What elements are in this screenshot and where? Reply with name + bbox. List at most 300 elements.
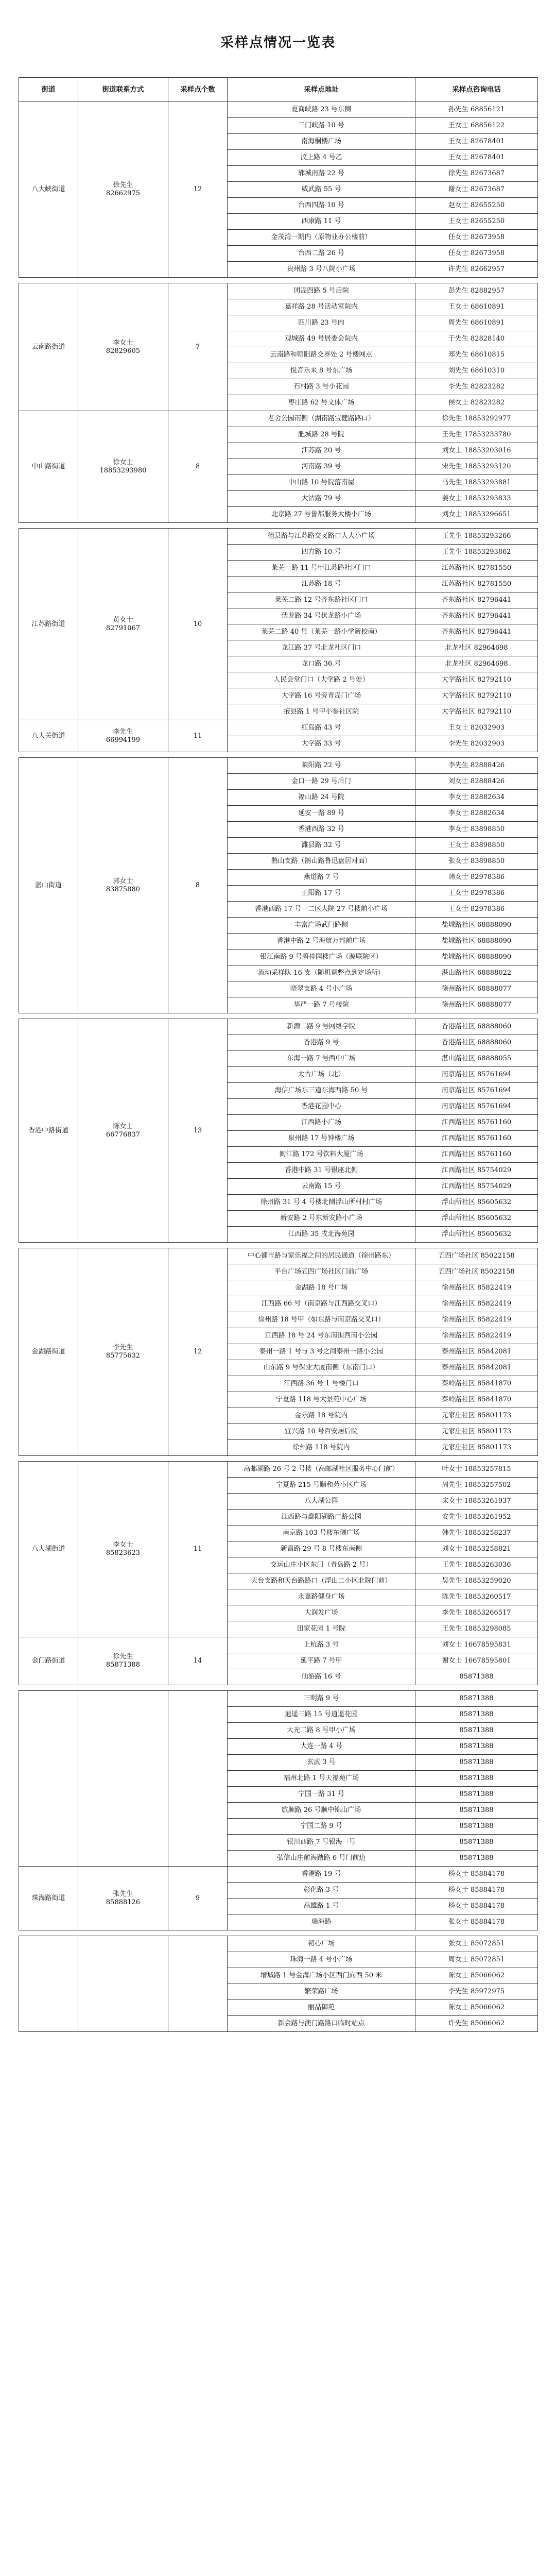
street-name-cell: 金湖路街道 [19,1248,78,1456]
site-address-cell: 新会路与澳门路路口临时站点 [228,2016,415,2032]
site-address-cell: 郓城南路 22 号 [228,166,415,182]
site-phone-cell: 元家庄社区 85801173 [415,1424,538,1440]
site-address-cell: 北京路 27 号鲁都服务大楼小广场 [228,507,415,523]
site-count-cell: 14 [168,1637,228,1685]
street-contact-phone: 82829605 [106,347,141,355]
site-phone-cell: 陈女士 85066062 [415,1968,538,1984]
street-contact-cell [78,1691,168,1867]
site-address-cell: 大学路 33 号 [228,736,415,752]
header-street: 街道 [19,78,78,102]
site-address-cell: 四方路 10 号 [228,545,415,561]
street-contact-name: 李先生 [113,727,133,736]
site-phone-cell: 85871388 [415,1835,538,1851]
site-address-cell: 银江南路 9 号碧桂园楼广场（源联院区） [228,950,415,965]
site-address-cell: 宁国二路 9 号 [228,1819,415,1835]
site-address-cell: 福州北路 1 号天福苑广场 [228,1771,415,1787]
site-phone-cell: 陈女士 85066062 [415,2000,538,2016]
site-count-cell: 13 [168,1019,228,1243]
street-name-cell: 八大关街道 [19,720,78,752]
site-address-cell: 徐州路 118 号院内 [228,1440,415,1456]
site-address-cell: 福山路 24 号院 [228,790,415,806]
site-phone-cell: 南京路社区 85761694 [415,1099,538,1115]
site-count-cell: 12 [168,102,228,278]
street-name-cell: 八大湖街道 [19,1462,78,1637]
site-phone-cell: 江西路社区 85761160 [415,1131,538,1147]
site-address-cell: 宁国一路 31 号 [228,1787,415,1803]
site-phone-cell: 85871388 [415,1851,538,1867]
table-row [19,1637,538,1653]
site-phone-cell: 85871388 [415,1755,538,1771]
street-name-cell: 江苏路街道 [19,529,78,720]
site-address-cell: 石村路 3 号小花园 [228,379,415,395]
table-row [19,720,538,736]
site-address-cell: 肥城路 28 号院 [228,427,415,443]
site-address-cell: 大润发广场 [228,1605,415,1621]
site-address-cell: 华严一路 7 号楼院 [228,997,415,1013]
street-contact-name: 李女士 [113,1541,133,1549]
site-address-cell: 潍县路 32 号 [228,838,415,854]
street-name-cell [19,1691,78,1867]
street-contact-cell [78,102,168,278]
street-contact-phone: 66776837 [106,1130,141,1139]
street-contact-name: 徐女士 [113,459,133,466]
street-contact-name: 陈女士 [113,1122,133,1130]
site-count-cell [168,1691,228,1867]
site-address-cell: 河南路 39 号 [228,459,415,475]
site-address-cell: 龙口路 36 号 [228,656,415,672]
site-address-cell: 枣庄路 62 号文体广场 [228,395,415,411]
site-address-cell: 晓翠支路 4 号小广场 [228,981,415,997]
site-count-cell: 10 [168,529,228,720]
site-phone-cell: 北龙社区 82964698 [415,656,538,672]
site-phone-cell: 吴先生 18853259020 [415,1573,538,1589]
street-contact-cell [78,720,168,752]
header-site-phone: 采样点咨询电话 [415,78,538,102]
site-address-cell: 团岛四路 5 号后院 [228,283,415,299]
site-address-cell: 香港西路 17 号一二区大院 27 号楼前小广场 [228,902,415,918]
site-phone-cell: 湛山路社区 68888022 [415,965,538,981]
site-phone-cell: 香港路社区 68888060 [415,1019,538,1035]
site-phone-cell: 齐东路社区 82796441 [415,608,538,624]
site-phone-cell: 李先生 82888426 [415,758,538,774]
site-address-cell: 徐州路 18 号甲（如东路与南京路交叉口） [228,1312,415,1328]
site-phone-cell: 刘女士 82888426 [415,774,538,790]
table-row [19,1248,538,1264]
site-phone-cell: 王先生 18853298085 [415,1621,538,1637]
site-phone-cell: 王女士 83898850 [415,838,538,854]
site-phone-cell: 宋先生 18853293120 [415,459,538,475]
site-phone-cell: 大学路社区 82792110 [415,688,538,704]
site-phone-cell: 王先生 18853293266 [415,529,538,545]
site-address-cell: 西康路 11 号 [228,214,415,230]
site-phone-cell: 郑先生 68610815 [415,347,538,363]
street-contact-phone: 85775632 [106,1352,141,1360]
site-address-cell: 丽晶御苑 [228,2000,415,2016]
site-phone-cell: 南京路社区 85761694 [415,1067,538,1083]
site-phone-cell: 85871388 [415,1787,538,1803]
site-address-cell: 威武路 55 号 [228,182,415,198]
street-contact-cell [78,1936,168,2032]
site-address-cell: 金湖路 18 号广场 [228,1280,415,1296]
street-name-cell: 中山路街道 [19,411,78,523]
site-phone-cell: 王女士 68610891 [415,299,538,315]
site-address-cell: 宁夏路 215 号顺和苑小区广场 [228,1478,415,1494]
site-address-cell: 宁夏路 118 号大景苑中心广场 [228,1392,415,1408]
site-phone-cell: 秦岭路社区 85841870 [415,1392,538,1408]
site-phone-cell: 85871388 [415,1669,538,1685]
site-address-cell: 繁荣路广场 [228,1984,415,2000]
site-address-cell: 香港路 19 号 [228,1867,415,1883]
site-address-cell: 云南路和朝阳路交界处 2 号楼网点 [228,347,415,363]
site-address-cell: 海信广场东三道东海西路 50 号 [228,1083,415,1099]
site-phone-cell: 许先生 82662957 [415,262,538,278]
street-name-cell: 金门路街道 [19,1637,78,1685]
site-address-cell: 徐州路 31 号 4 号楼北侧浮山所村村广场 [228,1195,415,1211]
site-address-cell: 莱芜二路 40 号（莱芜一路小学新校南） [228,624,415,640]
site-phone-cell: 韩女士 82978386 [415,870,538,886]
site-address-cell: 江西路与鄱阳湖路口路公园 [228,1510,415,1526]
site-phone-cell: 浮山所社区 85605632 [415,1227,538,1243]
street-contact-cell [78,529,168,720]
street-contact-phone: 82662975 [106,190,141,197]
site-phone-cell: 杨女士 85884178 [415,1867,538,1883]
street-contact-phone: 82791067 [106,624,141,632]
street-contact-phone: 83875880 [106,885,141,893]
site-phone-cell: 元家庄社区 85801173 [415,1440,538,1456]
site-address-cell: 珠海一路 4 号小广场 [228,1952,415,1968]
section-gap [19,1456,538,1462]
site-phone-cell: 任女士 82673958 [415,230,538,246]
site-phone-cell: 北龙社区 82964698 [415,640,538,656]
site-address-cell: 山东路 9 号保业大厦南侧（东南门口） [228,1360,415,1376]
street-contact-name: 徐先生 [113,181,133,189]
table-body [19,102,538,2032]
document-title: 采样点情况一览表 [220,35,336,50]
table-row [19,529,538,545]
section-gap-cell [19,1013,538,1019]
site-phone-cell: 李先生 18853266517 [415,1605,538,1621]
street-contact-cell [78,1637,168,1685]
section-gap-cell [19,278,538,283]
site-count-cell: 11 [168,1462,228,1637]
site-count-cell: 8 [168,758,228,1013]
site-address-cell: 延平路 7 号甲 [228,1653,415,1669]
street-contact-phone: 66994199 [106,736,141,744]
site-address-cell: 龙江路 37 号北龙社区门口 [228,640,415,656]
site-address-cell: 初心广场 [228,1936,415,1952]
section-gap-cell [19,1456,538,1462]
site-phone-cell: 安先生 18853261952 [415,1510,538,1526]
site-phone-cell: 徐州路社区 85822419 [415,1328,538,1344]
street-contact-name: 李先生 [113,1344,133,1351]
site-phone-cell: 五四广场社区 85022158 [415,1248,538,1264]
site-address-cell: 八大湖公园 [228,1494,415,1510]
street-contact-cell [78,1019,168,1243]
site-phone-cell: 刘女士 16678595831 [415,1637,538,1653]
header-site-count: 采样点个数 [168,78,228,102]
site-phone-cell: 泰州路社区 85842081 [415,1360,538,1376]
site-phone-cell: 王女士 82678401 [415,150,538,166]
site-phone-cell: 马先生 18853293881 [415,475,538,491]
street-contact-phone: 85823623 [106,1549,141,1557]
site-phone-cell: 江苏路社区 82781550 [415,577,538,592]
section-gap [19,523,538,529]
site-phone-cell: 盐城路社区 68888090 [415,950,538,965]
site-address-cell: 掖县路 1 号甲小参社区院 [228,704,415,720]
site-address-cell: 新安路 2 号东新安路小广场 [228,1211,415,1227]
site-phone-cell: 徐州路社区 68888077 [415,981,538,997]
section-gap-cell [19,523,538,529]
site-phone-cell: 江西路社区 85754029 [415,1179,538,1195]
site-address-cell: 银川西路 7 号银海一号 [228,1835,415,1851]
site-address-cell: 半台广场五四广场社区门前广场 [228,1264,415,1280]
site-address-cell: 三门峡路 10 号 [228,118,415,134]
site-phone-cell: 大学路社区 82792110 [415,704,538,720]
site-address-cell: 贵州路 3 号八院小广场 [228,262,415,278]
street-name-cell [19,1936,78,2032]
site-phone-cell: 宋女士 18853261937 [415,1494,538,1510]
site-address-cell: 丰富广场武门路侧 [228,918,415,934]
site-phone-cell: 许先生 85066062 [415,2016,538,2032]
site-phone-cell: 浮山所社区 85605632 [415,1211,538,1227]
site-phone-cell: 盐城路社区 68888090 [415,918,538,934]
street-contact-name: 黄女士 [113,616,133,624]
site-address-cell: 金茂湾一期内（原物业办公楼前） [228,230,415,246]
site-address-cell: 中心都市路与家乐福之间的居民通道（徐州路东） [228,1248,415,1264]
street-contact-name: 张先生 [113,1890,133,1898]
site-phone-cell: 王先生 17853233780 [415,427,538,443]
site-phone-cell: 大学路社区 82792110 [415,672,538,688]
site-address-cell: 香港花园中心 [228,1099,415,1115]
header-street-contact: 街道联系方式 [78,78,168,102]
street-contact-name: 郭女士 [113,877,133,885]
site-phone-cell: 张女士 83898850 [415,854,538,870]
site-phone-cell: 李先生 82032903 [415,736,538,752]
site-phone-cell: 王先生 18853263036 [415,1557,538,1573]
street-name-cell: 八大峡街道 [19,102,78,278]
site-address-cell: 莱芜一路 11 号甲江苏路社区门口 [228,561,415,577]
site-count-cell: 12 [168,1248,228,1456]
street-contact-phone: 18853293980 [99,467,147,474]
site-address-cell: 江西路 66 号（南京路与江西路交叉口） [228,1296,415,1312]
section-gap [19,1243,538,1248]
site-phone-cell: 85871388 [415,1707,538,1723]
site-address-cell: 泉州路 17 号钟楼广场 [228,1131,415,1147]
site-phone-cell: 赵女士 82655250 [415,198,538,214]
table-row [19,1019,538,1035]
site-address-cell: 人民会堂门口（大学路 2 号处） [228,672,415,688]
street-contact-phone: 85871388 [106,1661,141,1669]
site-phone-cell: 浮山所社区 85605632 [415,1195,538,1211]
site-phone-cell: 王女士 68856122 [415,118,538,134]
section-gap-cell [19,1243,538,1248]
site-address-cell: 悦音乐来 8 号东广场 [228,363,415,379]
site-address-cell: 逍遥三路 15 号逍遥花园 [228,1707,415,1723]
street-contact-cell [78,1462,168,1637]
site-phone-cell: 湛山路社区 68888055 [415,1051,538,1067]
street-contact-name: 李女士 [113,338,133,347]
site-address-cell: 观城路 49 号居委会院内 [228,331,415,347]
street-contact-cell [78,283,168,411]
section-gap [19,1930,538,1936]
site-phone-cell: 85871388 [415,1723,538,1739]
header-site-address: 采样点地址 [228,78,415,102]
table-header-row [19,78,538,102]
site-address-cell: 鹊山支路（鹊山路鲁迅盘居对面） [228,854,415,870]
street-contact-cell [78,411,168,523]
site-phone-cell: 王女士 82678401 [415,134,538,150]
site-address-cell: 四川路 23 号内 [228,315,415,331]
site-address-cell: 香港中路 31 号银座北侧 [228,1163,415,1179]
site-address-cell: 中山路 10 号院落南屋 [228,475,415,491]
sampling-site-table [19,77,538,2032]
site-phone-cell: 徐州路社区 85822419 [415,1280,538,1296]
site-count-cell: 7 [168,283,228,411]
section-gap [19,1685,538,1691]
site-address-cell: 交运山庄小区东门（青岛路 2 号） [228,1557,415,1573]
street-name-cell: 云南路街道 [19,283,78,411]
site-phone-cell: 周先生 18853257502 [415,1478,538,1494]
site-phone-cell: 李女士 83898850 [415,822,538,838]
site-address-cell: 台西四路 10 号 [228,198,415,214]
site-address-cell: 金口一路 29 号后门 [228,774,415,790]
section-gap-cell [19,752,538,758]
site-phone-cell: 刘女士 18853203016 [415,443,538,459]
table-row [19,1462,538,1478]
site-address-cell: 上杭路 3 号 [228,1637,415,1653]
site-phone-cell: 李先生 82823282 [415,379,538,395]
site-phone-cell: 刘先生 68610310 [415,363,538,379]
street-contact-cell [78,758,168,1013]
site-address-cell: 江西路 36 号 1 号楼门口 [228,1376,415,1392]
site-phone-cell: 张女士 85072851 [415,1936,538,1952]
site-phone-cell: 王女士 82978386 [415,902,538,918]
site-address-cell: 江西路小广场 [228,1115,415,1131]
site-count-cell: 8 [168,411,228,523]
site-phone-cell: 江西路社区 85761160 [415,1115,538,1131]
site-address-cell: 江西路 18 号 24 号东南围西南小公园 [228,1328,415,1344]
site-address-cell: 红岛路 43 号 [228,720,415,736]
site-address-cell: 嘉祥路 28 号活动室院内 [228,299,415,315]
site-address-cell: 瑞海路 [228,1914,415,1930]
site-address-cell: 永嘉路健身广场 [228,1589,415,1605]
site-address-cell: 台西二路 26 号 [228,246,415,262]
site-address-cell: 夏商峡路 23 号东侧 [228,102,415,118]
site-phone-cell: 侯女士 82823282 [415,395,538,411]
site-phone-cell: 徐州路社区 68888077 [415,997,538,1013]
site-phone-cell: 谢女士 82673687 [415,182,538,198]
table-row [19,1691,538,1707]
site-phone-cell: 王女士 82032903 [415,720,538,736]
site-address-cell: 流动采样队 16 支（随机调整点到定场所） [228,965,415,981]
section-gap [19,1013,538,1019]
site-phone-cell: 彭先生 82882957 [415,283,538,299]
site-phone-cell: 李先生 85972975 [415,1984,538,2000]
site-address-cell: 彰化路 3 号 [228,1883,415,1899]
site-address-cell: 大学路 16 号旁青岛门广场 [228,688,415,704]
site-address-cell: 南京路 103 号楼东侧广场 [228,1526,415,1541]
site-address-cell: 东海一路 7 号西中广场 [228,1051,415,1067]
site-address-cell: 三明路 9 号 [228,1691,415,1707]
site-address-cell: 大连一路 4 号 [228,1739,415,1755]
site-address-cell: 天台支路和天台路路口（浮山二小区北院门前） [228,1573,415,1589]
site-address-cell: 旅顺路 26 号顺中锦山广场 [228,1803,415,1819]
site-phone-cell: 齐东路社区 82796441 [415,624,538,640]
street-contact-phone: 85888126 [106,1898,141,1906]
site-phone-cell: 秦岭路社区 85841870 [415,1376,538,1392]
site-phone-cell: 叶女士 18853257815 [415,1462,538,1478]
site-count-cell: 11 [168,720,228,752]
site-address-cell: 金乐路 18 号院内 [228,1408,415,1424]
site-phone-cell: 徐先生 82673687 [415,166,538,182]
site-phone-cell: 谢女士 16678595801 [415,1653,538,1669]
site-phone-cell: 周先生 68610891 [415,315,538,331]
site-phone-cell: 陈先生 18853260517 [415,1589,538,1605]
site-phone-cell: 85871388 [415,1691,538,1707]
site-phone-cell: 王女士 82655250 [415,214,538,230]
site-phone-cell: 盐城路社区 68888090 [415,934,538,950]
street-contact-cell [78,1248,168,1456]
site-phone-cell: 韩先生 18853258237 [415,1526,538,1541]
site-phone-cell: 元家庄社区 85801173 [415,1408,538,1424]
table-row [19,758,538,774]
site-phone-cell: 李女士 82882634 [415,790,538,806]
site-phone-cell: 李女士 82882634 [415,806,538,822]
site-address-cell: 仙游路 16 号 [228,1669,415,1685]
street-contact-cell [78,1867,168,1930]
street-name-cell: 香港中路街道 [19,1019,78,1243]
site-phone-cell: 孙先生 68856121 [415,102,538,118]
site-phone-cell: 刘女士 18853258821 [415,1541,538,1557]
site-phone-cell: 姜女士 18853293833 [415,491,538,507]
site-address-cell: 江苏路 20 号 [228,443,415,459]
site-phone-cell: 南京路社区 85761694 [415,1083,538,1099]
site-address-cell: 新昌路 29 号 8 号楼东南侧 [228,1541,415,1557]
site-phone-cell: 徐先生 18853292977 [415,411,538,427]
site-phone-cell: 徐州路社区 85822419 [415,1312,538,1328]
site-address-cell: 弘信山庄前海踏路 6 号门前边 [228,1851,415,1867]
site-address-cell: 田家花园 1 号院 [228,1621,415,1637]
site-address-cell: 闽江路 172 号饮料大厦广场 [228,1147,415,1163]
table-row [19,1867,538,1883]
site-address-cell: 江苏路 18 号 [228,577,415,592]
site-address-cell: 宜兴路 10 号百安居后院 [228,1424,415,1440]
section-gap [19,278,538,283]
table-row [19,102,538,118]
site-phone-cell: 于先生 82828140 [415,331,538,347]
site-address-cell: 大沽路 79 号 [228,491,415,507]
site-address-cell: 香港路 9 号 [228,1035,415,1051]
section-gap-cell [19,1930,538,1936]
site-address-cell: 高雄路 1 号 [228,1899,415,1914]
site-count-cell [168,1936,228,2032]
site-phone-cell: 85871388 [415,1819,538,1835]
street-name-cell: 珠海路街道 [19,1867,78,1930]
site-phone-cell: 江西路社区 85754029 [415,1163,538,1179]
section-gap [19,752,538,758]
site-address-cell: 高邮湖路 26 号 2 号楼（高邮湖社区服务中心门前） [228,1462,415,1478]
street-contact-name: 徐先生 [113,1653,133,1660]
site-address-cell: 延安一路 89 号 [228,806,415,822]
site-address-cell: 南海桐楼广场 [228,134,415,150]
site-phone-cell: 85871388 [415,1739,538,1755]
site-address-cell: 正阳路 17 号 [228,886,415,902]
site-phone-cell: 刘女士 18853296651 [415,507,538,523]
site-phone-cell: 杨女士 85884178 [415,1899,538,1914]
site-count-cell: 9 [168,1867,228,1930]
site-address-cell: 江西路 35 戌北海苑园 [228,1227,415,1243]
street-name-cell: 湛山街道 [19,758,78,1013]
